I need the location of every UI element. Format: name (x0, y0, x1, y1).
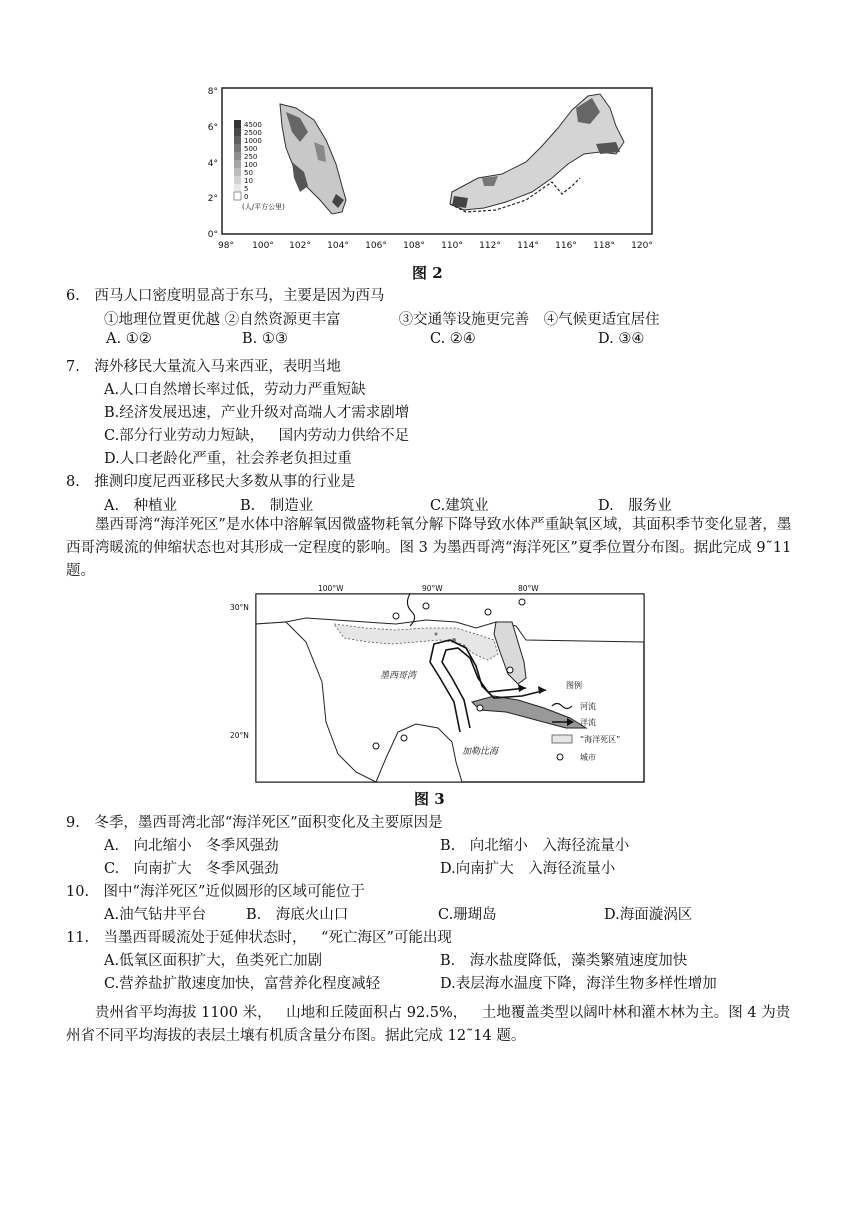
question-9-option-c[interactable]: C. 向南扩大 冬季风强劲 (104, 861, 279, 877)
y-tick: 0° (207, 230, 218, 240)
question-8-stem: 8. 推测印度尼西亚移民大多数从事的行业是 (66, 474, 356, 490)
longitude-label: 100°W (318, 584, 344, 593)
question-6-statements: ①地理位置更优越 ②自然资源更丰富 ③交通等设施更完善 ④气候更适宜居住 (104, 312, 660, 328)
question-8-option-a[interactable]: A. 种植业 (104, 498, 178, 514)
legend-river: 河流 (580, 702, 596, 711)
question-9-option-b[interactable]: B. 向北缩小 入海径流量小 (440, 838, 630, 854)
question-7-option-d[interactable]: D.人口老龄化严重，社会养老负担过重 (104, 451, 352, 467)
question-11-option-d[interactable]: D.表层海水温度下降，海洋生物多样性增加 (440, 976, 717, 992)
legend-value: 250 (244, 153, 258, 161)
x-tick: 110° (441, 241, 463, 251)
question-7-stem: 7. 海外移民大量流入马来西亚，表明当地 (66, 359, 341, 375)
legend-title: 图例 (566, 681, 582, 690)
question-8-option-b[interactable]: B. 制造业 (240, 498, 314, 514)
question-10-option-c[interactable]: C.珊瑚岛 (438, 907, 497, 923)
question-11-stem: 11. 当墨西哥暖流处于延伸状态时， “死亡海区”可能出现 (66, 930, 452, 946)
longitude-label: 90°W (422, 584, 443, 593)
question-10-option-d[interactable]: D.海面漩涡区 (604, 907, 693, 923)
x-tick: 102° (289, 241, 311, 251)
question-11-option-c[interactable]: C.营养盐扩散速度加快，富营养化程度减轻 (104, 976, 381, 992)
gulf-label: 墨西哥湾 (380, 671, 417, 681)
question-8-option-d[interactable]: D. 服务业 (598, 498, 672, 514)
legend-value: 10 (244, 177, 253, 185)
legend-value: 5 (244, 185, 249, 193)
legend-value: 100 (244, 161, 258, 169)
question-6-option-c[interactable]: C. ②④ (430, 331, 476, 347)
legend-value: 50 (244, 169, 253, 177)
figure-3-caption: 图 3 (414, 790, 445, 808)
malaysia-density-map (196, 82, 666, 272)
y-tick: 4° (207, 159, 218, 169)
latitude-label: 30°N (230, 603, 249, 612)
sea-label: 加勒比海 (462, 747, 499, 757)
x-tick: 116° (555, 241, 577, 251)
question-11-option-a[interactable]: A.低氧区面积扩大，鱼类死亡加剧 (104, 953, 323, 969)
question-10-option-a[interactable]: A.油气钻井平台 (104, 907, 207, 923)
legend-unit: (人/平方公里) (242, 203, 285, 211)
intro-questions-12-14: 贵州省平均海拔 1100 米， 山地和丘陵面积占 92.5%， 土地覆盖类型以阔叶林和灌木林为主。图 4 为贵州省不同平均海拔的表层土壤有机质含量分布图。据此完成 12˜14 题。 (66, 1005, 791, 1044)
x-tick: 104° (327, 241, 349, 251)
legend-value: 500 (244, 145, 258, 153)
question-10-option-b[interactable]: B. 海底火山口 (246, 907, 349, 923)
x-tick: 108° (403, 241, 425, 251)
legend-value: 0 (244, 193, 249, 201)
question-6-option-d[interactable]: D. ③④ (598, 331, 645, 347)
question-7-option-a[interactable]: A.人口自然增长率过低，劳动力严重短缺 (104, 382, 366, 398)
latitude-label: 20°N (230, 731, 249, 740)
figure-2-caption: 图 2 (412, 264, 443, 282)
x-tick: 98° (218, 241, 234, 251)
question-9-option-d[interactable]: D.向南扩大 入海径流量小 (440, 861, 616, 877)
figure-3 (226, 582, 646, 788)
x-tick: 106° (365, 241, 387, 251)
y-tick: 8° (207, 87, 218, 97)
x-tick: 114° (517, 241, 539, 251)
y-tick: 6° (207, 123, 218, 133)
x-tick: 118° (593, 241, 615, 251)
question-6-stem: 6. 西马人口密度明显高于东马，主要是因为西马 (66, 288, 385, 304)
y-tick: 2° (207, 194, 218, 204)
question-6-option-b[interactable]: B. ①③ (242, 331, 288, 347)
question-7-option-c[interactable]: C.部分行业劳动力短缺， 国内劳动力供给不足 (104, 428, 410, 444)
legend-current: 洋流 (580, 718, 596, 727)
question-9-stem: 9. 冬季，墨西哥湾北部“海洋死区”面积变化及主要原因是 (66, 815, 443, 831)
x-tick: 112° (479, 241, 501, 251)
question-6-option-a[interactable]: A. ①② (106, 331, 152, 347)
legend-value: 2500 (244, 129, 262, 137)
gulf-of-mexico-dead-zone-map (226, 582, 646, 788)
legend-dead-zone: “海洋死区” (580, 735, 621, 744)
x-tick: 120° (631, 241, 653, 251)
question-9-option-a[interactable]: A. 向北缩小 冬季风强劲 (104, 838, 279, 854)
figure-2 (196, 82, 666, 272)
question-10-stem: 10. 图中“海洋死区”近似圆形的区域可能位于 (66, 884, 365, 900)
longitude-label: 80°W (518, 584, 539, 593)
legend-value: 1000 (244, 137, 262, 145)
intro-questions-9-11: 墨西哥湾“海洋死区”是水体中溶解氧因微盛物耗氧分解下降导致水体严重缺氧区域，其面积季节变化显著，墨西哥湾暖流的伸缩状态也对其形成一定程度的影响。图 3 为墨西哥湾“海洋死区”夏季位置分布图。据此完成 9˜11 题。 (66, 517, 792, 579)
question-7-option-b[interactable]: B.经济发展迅速，产业升级对高端人才需求剧增 (104, 405, 410, 421)
x-tick: 100° (252, 241, 274, 251)
question-11-option-b[interactable]: B. 海水盐度降低，藻类繁殖速度加快 (440, 953, 688, 969)
legend-city: 城市 (580, 753, 596, 762)
question-8-option-c[interactable]: C.建筑业 (430, 498, 489, 514)
legend-value: 4500 (244, 121, 262, 129)
